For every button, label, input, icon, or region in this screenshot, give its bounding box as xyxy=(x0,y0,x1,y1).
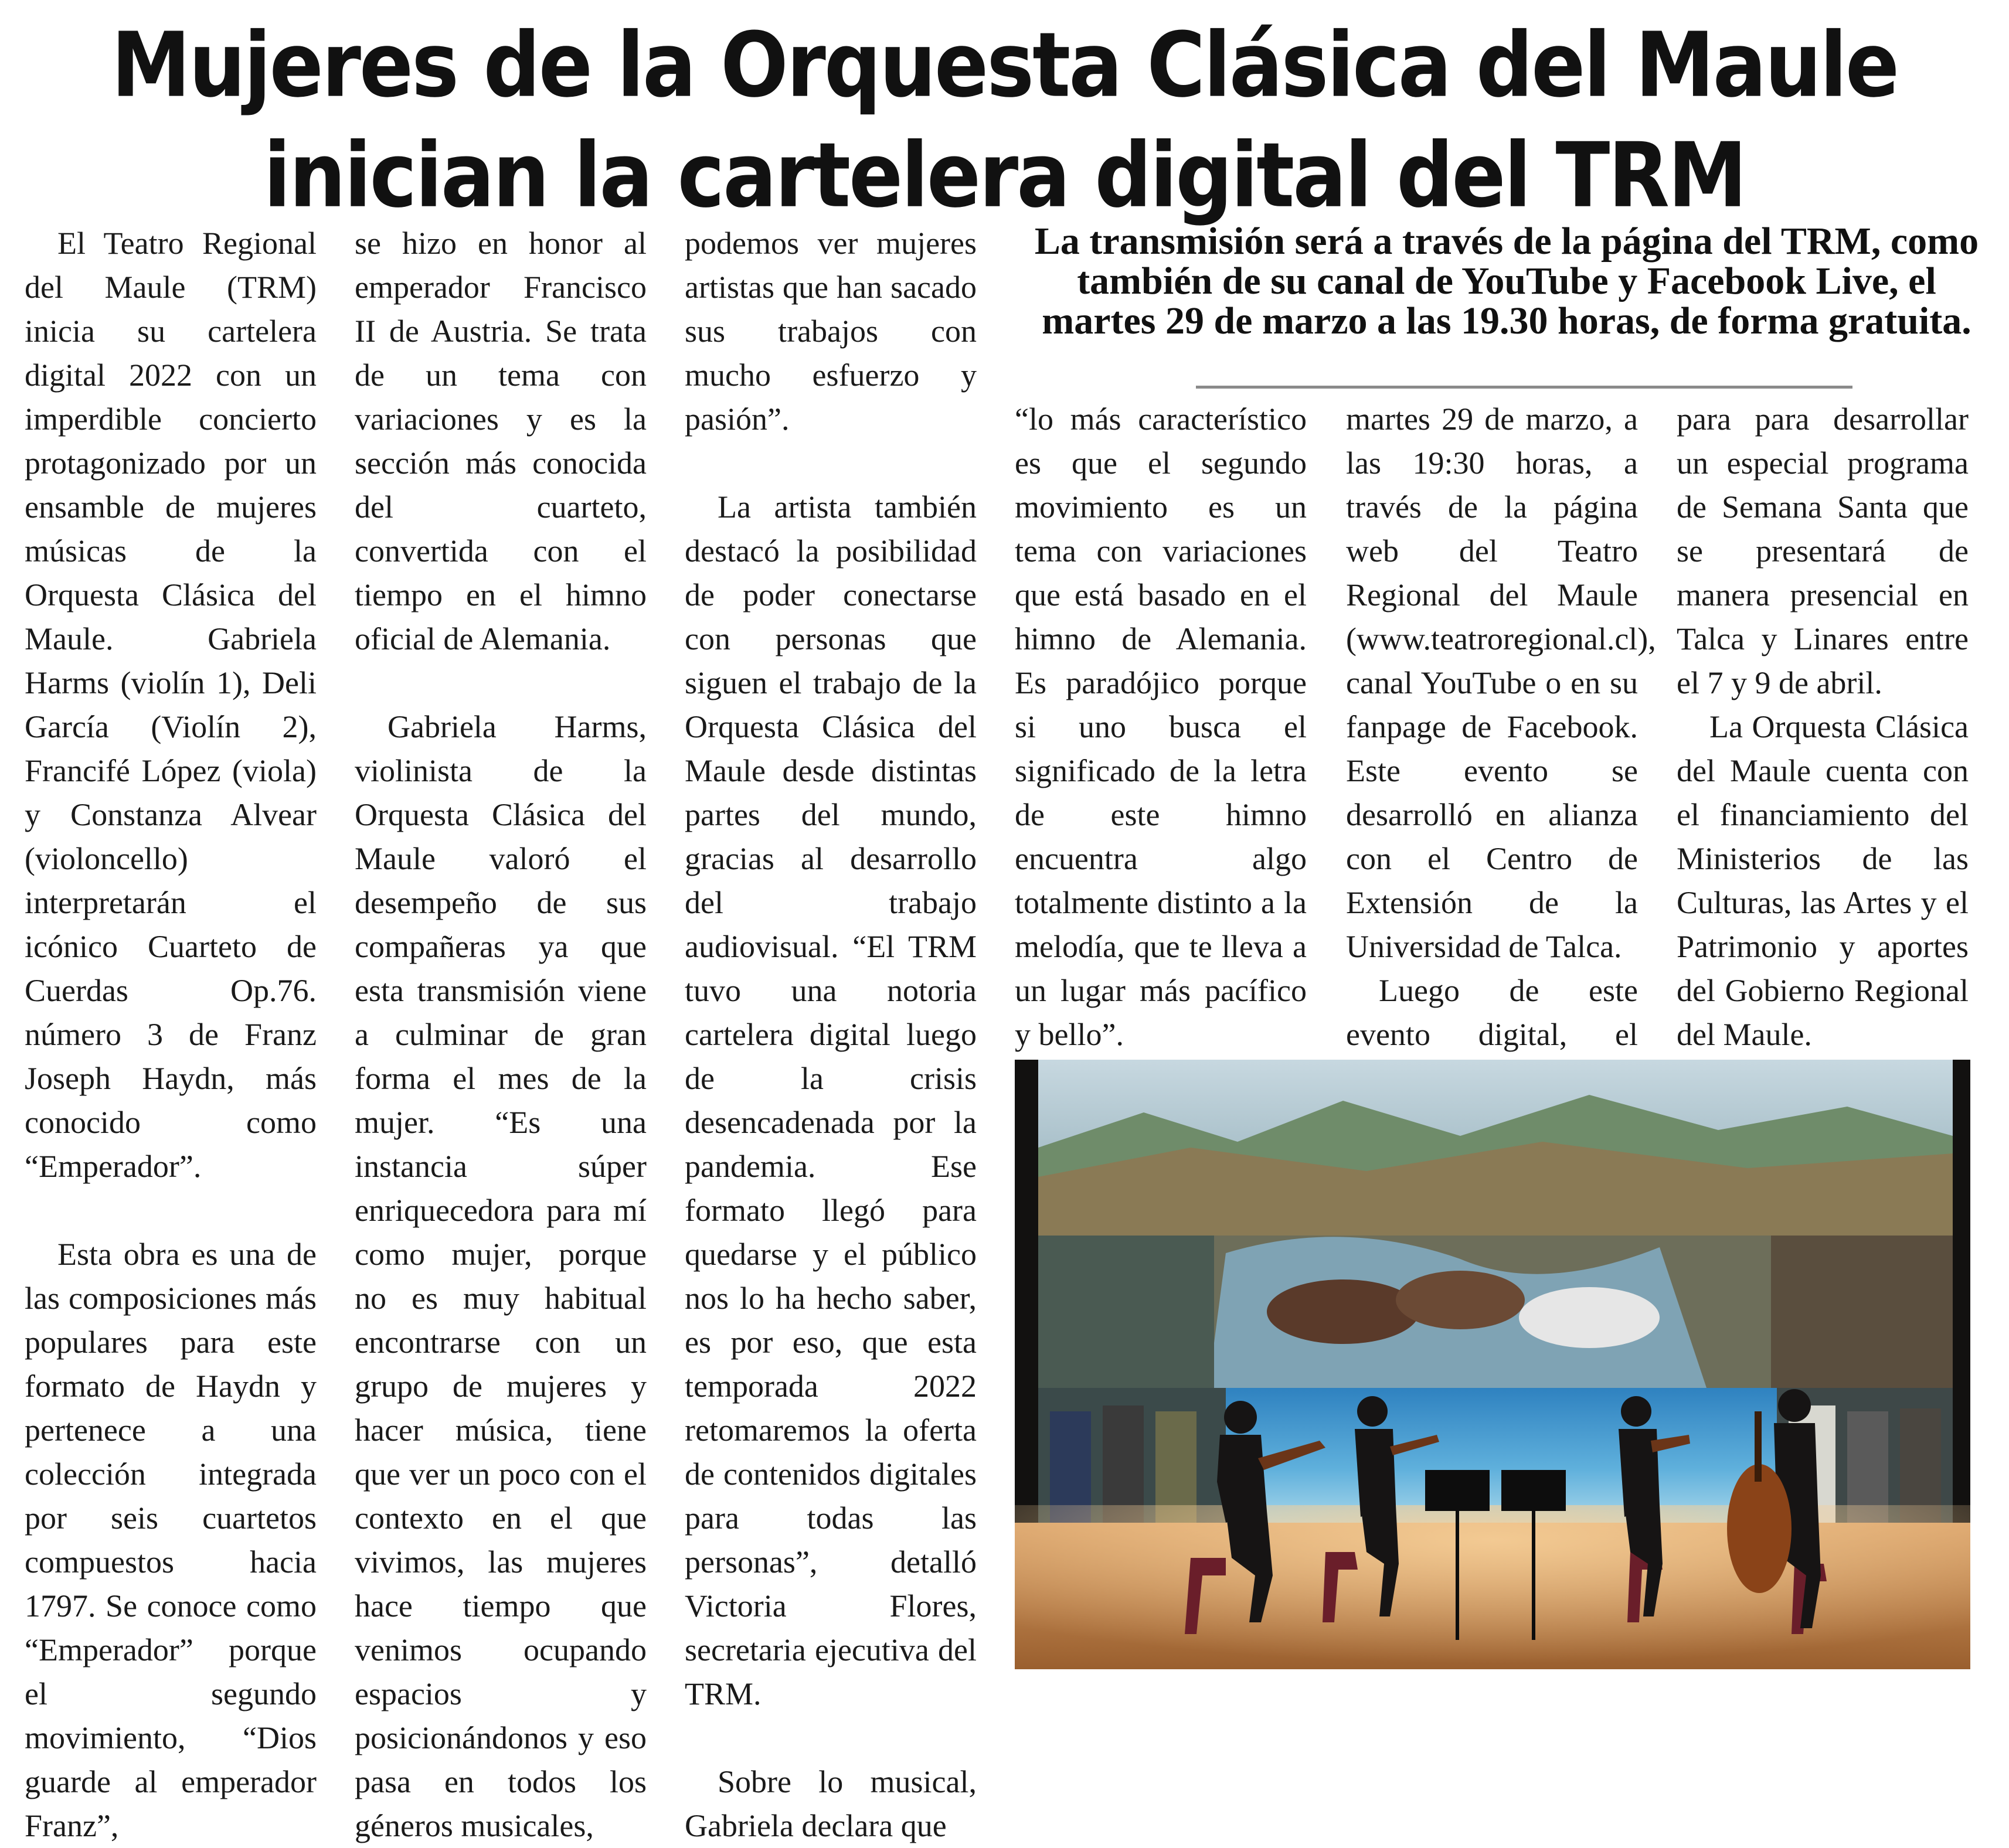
paragraph: El Teatro Regional del Maule (TRM) inicia su cartelera digital 2022 con un imperdible concierto protagonizado por un ensamble de mujeres músicas de la Orquesta Clásica del Maule. Gabriela Harms (violín 1), Deli García (Violín 2), Francifé López (viola) y Constanza Alvear (violoncello) interpretarán el icónico Cuarteto de Cuerdas Op.76. número 3 de Franz Joseph Haydn, más conocido como “Emperador”. xyxy=(25,226,317,1184)
paragraph: La artista también destacó la posibilidad de poder conectarse con personas que siguen el trabajo de la Orquesta Clásica del Maule desde distintas partes del mundo, gracias al desarrollo del trabajo audiovisual. “El TRM tuvo una notoria cartelera digital luego de la crisis desencadenada por la pandemia. Ese formato llegó para quedarse y el público nos lo ha hecho saber, es por eso, que esta temporada 2022 retomaremos la oferta de contenidos digitales para todas las personas”, detalló Victoria Flores, secretaria ejecutiva del TRM. xyxy=(685,489,977,1711)
string-quartet-illustration xyxy=(1015,1060,1970,1669)
paragraph: podemos ver mujeres artistas que han sacado sus trabajos con mucho esfuerzo y pasión”. xyxy=(685,226,977,437)
headline xyxy=(0,11,2009,231)
paragraph: La Orquesta Clásica del Maule cuenta con el financiamiento del Ministerios de las Culturas, las Artes y el Patrimonio y aportes del Gobierno Regional del Maule. xyxy=(1677,709,1969,1052)
headline-line-1: Mujeres de la Orquesta Clásica del Maule xyxy=(111,13,1898,118)
paragraph: Gabriela Harms, violinista de la Orquesta Clásica del Maule valoró el desempeño de sus compañeras ya que esta transmisión viene a culminar de gran forma el mes de la mujer. “Es una instancia súper enriquecedora para mí como mujer, porque no es muy habitual encontrarse con un grupo de mujeres y hacer música, tiene que ver un poco con el contexto en el que vivimos, las mujeres hace tiempo que venimos ocupando espacios y posicionándonos y eso pasa en todos los géneros musicales, xyxy=(355,709,647,1843)
callout-quote: La transmisión será a través de la página del TRM, como también de su canal de YouTube y Facebook Live, el martes 29 de marzo a las 19.30 horas, de forma gratuita. xyxy=(1034,220,1979,342)
paragraph: martes 29 de marzo, a las 19:30 horas, a través de la página web del Teatro Regional del Maule (www.teatroregional.cl), canal YouTube o en su fanpage de Facebook. Este evento se desarrolló en alianza con el Centro de Extensión de la Universidad de Talca. xyxy=(1346,401,1656,964)
article-column-2 xyxy=(355,222,647,1848)
article-column-5 xyxy=(1346,397,1656,1145)
article-column-6 xyxy=(1677,397,1969,1057)
paragraph: Esta obra es una de las composiciones más populares para este formato de Haydn y pertenece a una colección integrada por seis cuartetos compuestos hacia 1797. Se conoce como “Emperador” porque el segundo movimiento, “Dios guarde al emperador Franz”, xyxy=(25,1237,317,1843)
paragraph: Sobre lo musical, Gabriela declara que xyxy=(685,1764,977,1843)
paragraph: Luego de este evento digital, el xyxy=(1346,973,1638,1052)
paragraph: se hizo en honor al emperador Francisco II de Austria. Se trata de un tema con variaciones y es la sección más conocida del cuarteto, convertida con el tiempo en el himno oficial de Alemania. xyxy=(355,226,647,656)
article-column-1 xyxy=(25,222,317,1848)
callout-divider xyxy=(1196,386,1852,389)
headline-line-2: inician la cartelera digital del TRM xyxy=(263,124,1746,228)
article-column-4 xyxy=(1015,397,1307,1101)
paragraph: para para desarrollar un especial programa de Semana Santa que se presentará de manera presencial en Talca y Linares entre el 7 y 9 de abril. xyxy=(1677,401,1969,700)
concert-photo xyxy=(1015,1060,1970,1669)
paragraph: “lo más característico es que el segundo movimiento es un tema con variaciones que está basado en el himno de Alemania. Es paradójico porque si uno busca el significado de la letra de este himno encuentra algo totalmente distinto a la melodía, que te lleva a un lugar más pacífico y bello”. xyxy=(1015,401,1307,1052)
article-column-3 xyxy=(685,222,977,1848)
